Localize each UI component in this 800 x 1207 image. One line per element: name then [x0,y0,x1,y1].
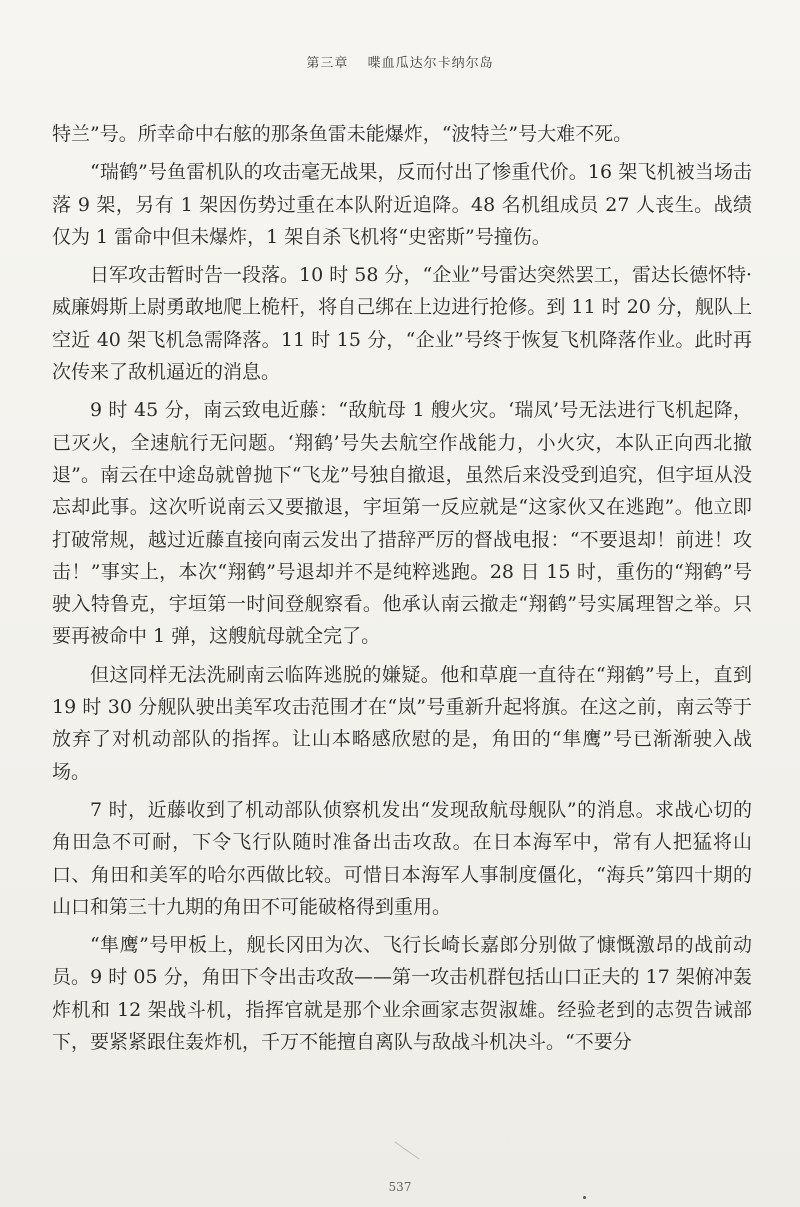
scan-dot [583,1196,586,1199]
paragraph: 9 时 45 分，南云致电近藤：“敌航母 1 艘火灾。‘瑞凤’号无法进行飞机起降，已灭火，全速航行无问题。‘翔鹤’号失去航空作战能力，小火灾，本队正向西北撤退”。南云在中途岛就曾抛下“飞龙”号独自撤退，虽然后来没受到追究，但宇垣从没忘却此事。这次听说南云又要撤退，宇垣第一反应就是“这家伙又在逃跑”。他立即打破常规，越过近藤直接向南云发出了措辞严厉的督战电报：“不要退却！前进！攻击！”事实上，本次“翔鹤”号退却并不是纯粹逃跑。28 日 15 时，重伤的“翔鹤”号驶入特鲁克，宇垣第一时间登舰察看。他承认南云撤走“翔鹤”号实属理智之举。只要再被命中 1 弹，这艘航母就全完了。 [52,399,752,648]
paragraph: 7 时，近藤收到了机动部队侦察机发出“发现敌航母舰队”的消息。求战心切的角田急不可耐，下令飞行队随时准备出击攻敌。在日本海军中，常有人把猛将山口、角田和美军的哈尔西做比较。可惜日本海军人事制度僵化，“海兵”第四十期的山口和第三十九期的角田不可能破格得到重用。 [52,798,752,918]
paragraph: 但这同样无法洗刷南云临阵逃脱的嫌疑。他和草鹿一直待在“翔鹤”号上，直到 19 时 30 分舰队驶出美军攻击范围才在“岚”号重新升起将旗。在这之前，南云等于放弃了对机动部队的指挥。让山本略感欣慰的是，角田的“隼鹰”号已渐渐驶入战场。 [52,663,752,783]
running-header [0,52,800,71]
chapter-title: 喋血瓜达尔卡纳尔岛 [367,56,494,71]
chapter-label: 第三章 [306,56,349,71]
paragraph: 日军攻击暂时告一段落。10 时 58 分，“企业”号雷达突然罢工，雷达长德怀特·威廉姆斯上尉勇敢地爬上桅杆，将自己绑在上边进行抢修。到 11 时 20 分，舰队上空近 40 架飞机急需降落。11 时 15 分，“企业”号终于恢复飞机降落作业。此时再次传来了敌机逼近的消息。 [52,264,752,384]
paragraph: “瑞鹤”号鱼雷机队的攻击毫无战果，反而付出了惨重代价。16 架飞机被当场击落 9 架，另有 1 架因伤势过重在本队附近追降。48 名机组成员 27 人丧生。战绩仅为 1 雷命中但未爆炸，1 架自杀飞机将“史密斯”号撞伤。 [52,161,752,248]
scan-mark [394,1141,419,1159]
paragraph: 特兰”号。所幸命中右舷的那条鱼雷未能爆炸，“波特兰”号大难不死。 [52,123,633,145]
body-text [52,118,752,1064]
paragraph: “隼鹰”号甲板上，舰长冈田为次、飞行长崎长嘉郎分别做了慷慨激昂的战前动员。9 时 05 分，角田下令出击攻敌——第一攻击机群包括山口正夫的 17 架俯冲轰炸机和 12 架战斗机，指挥官就是那个业余画家志贺淑雄。经验老到的志贺告诫部下，要紧紧跟住轰炸机，千万不能擅自离队与敌战斗机决斗。“不要分 [52,934,752,1054]
page-number: 537 [388,1180,412,1194]
